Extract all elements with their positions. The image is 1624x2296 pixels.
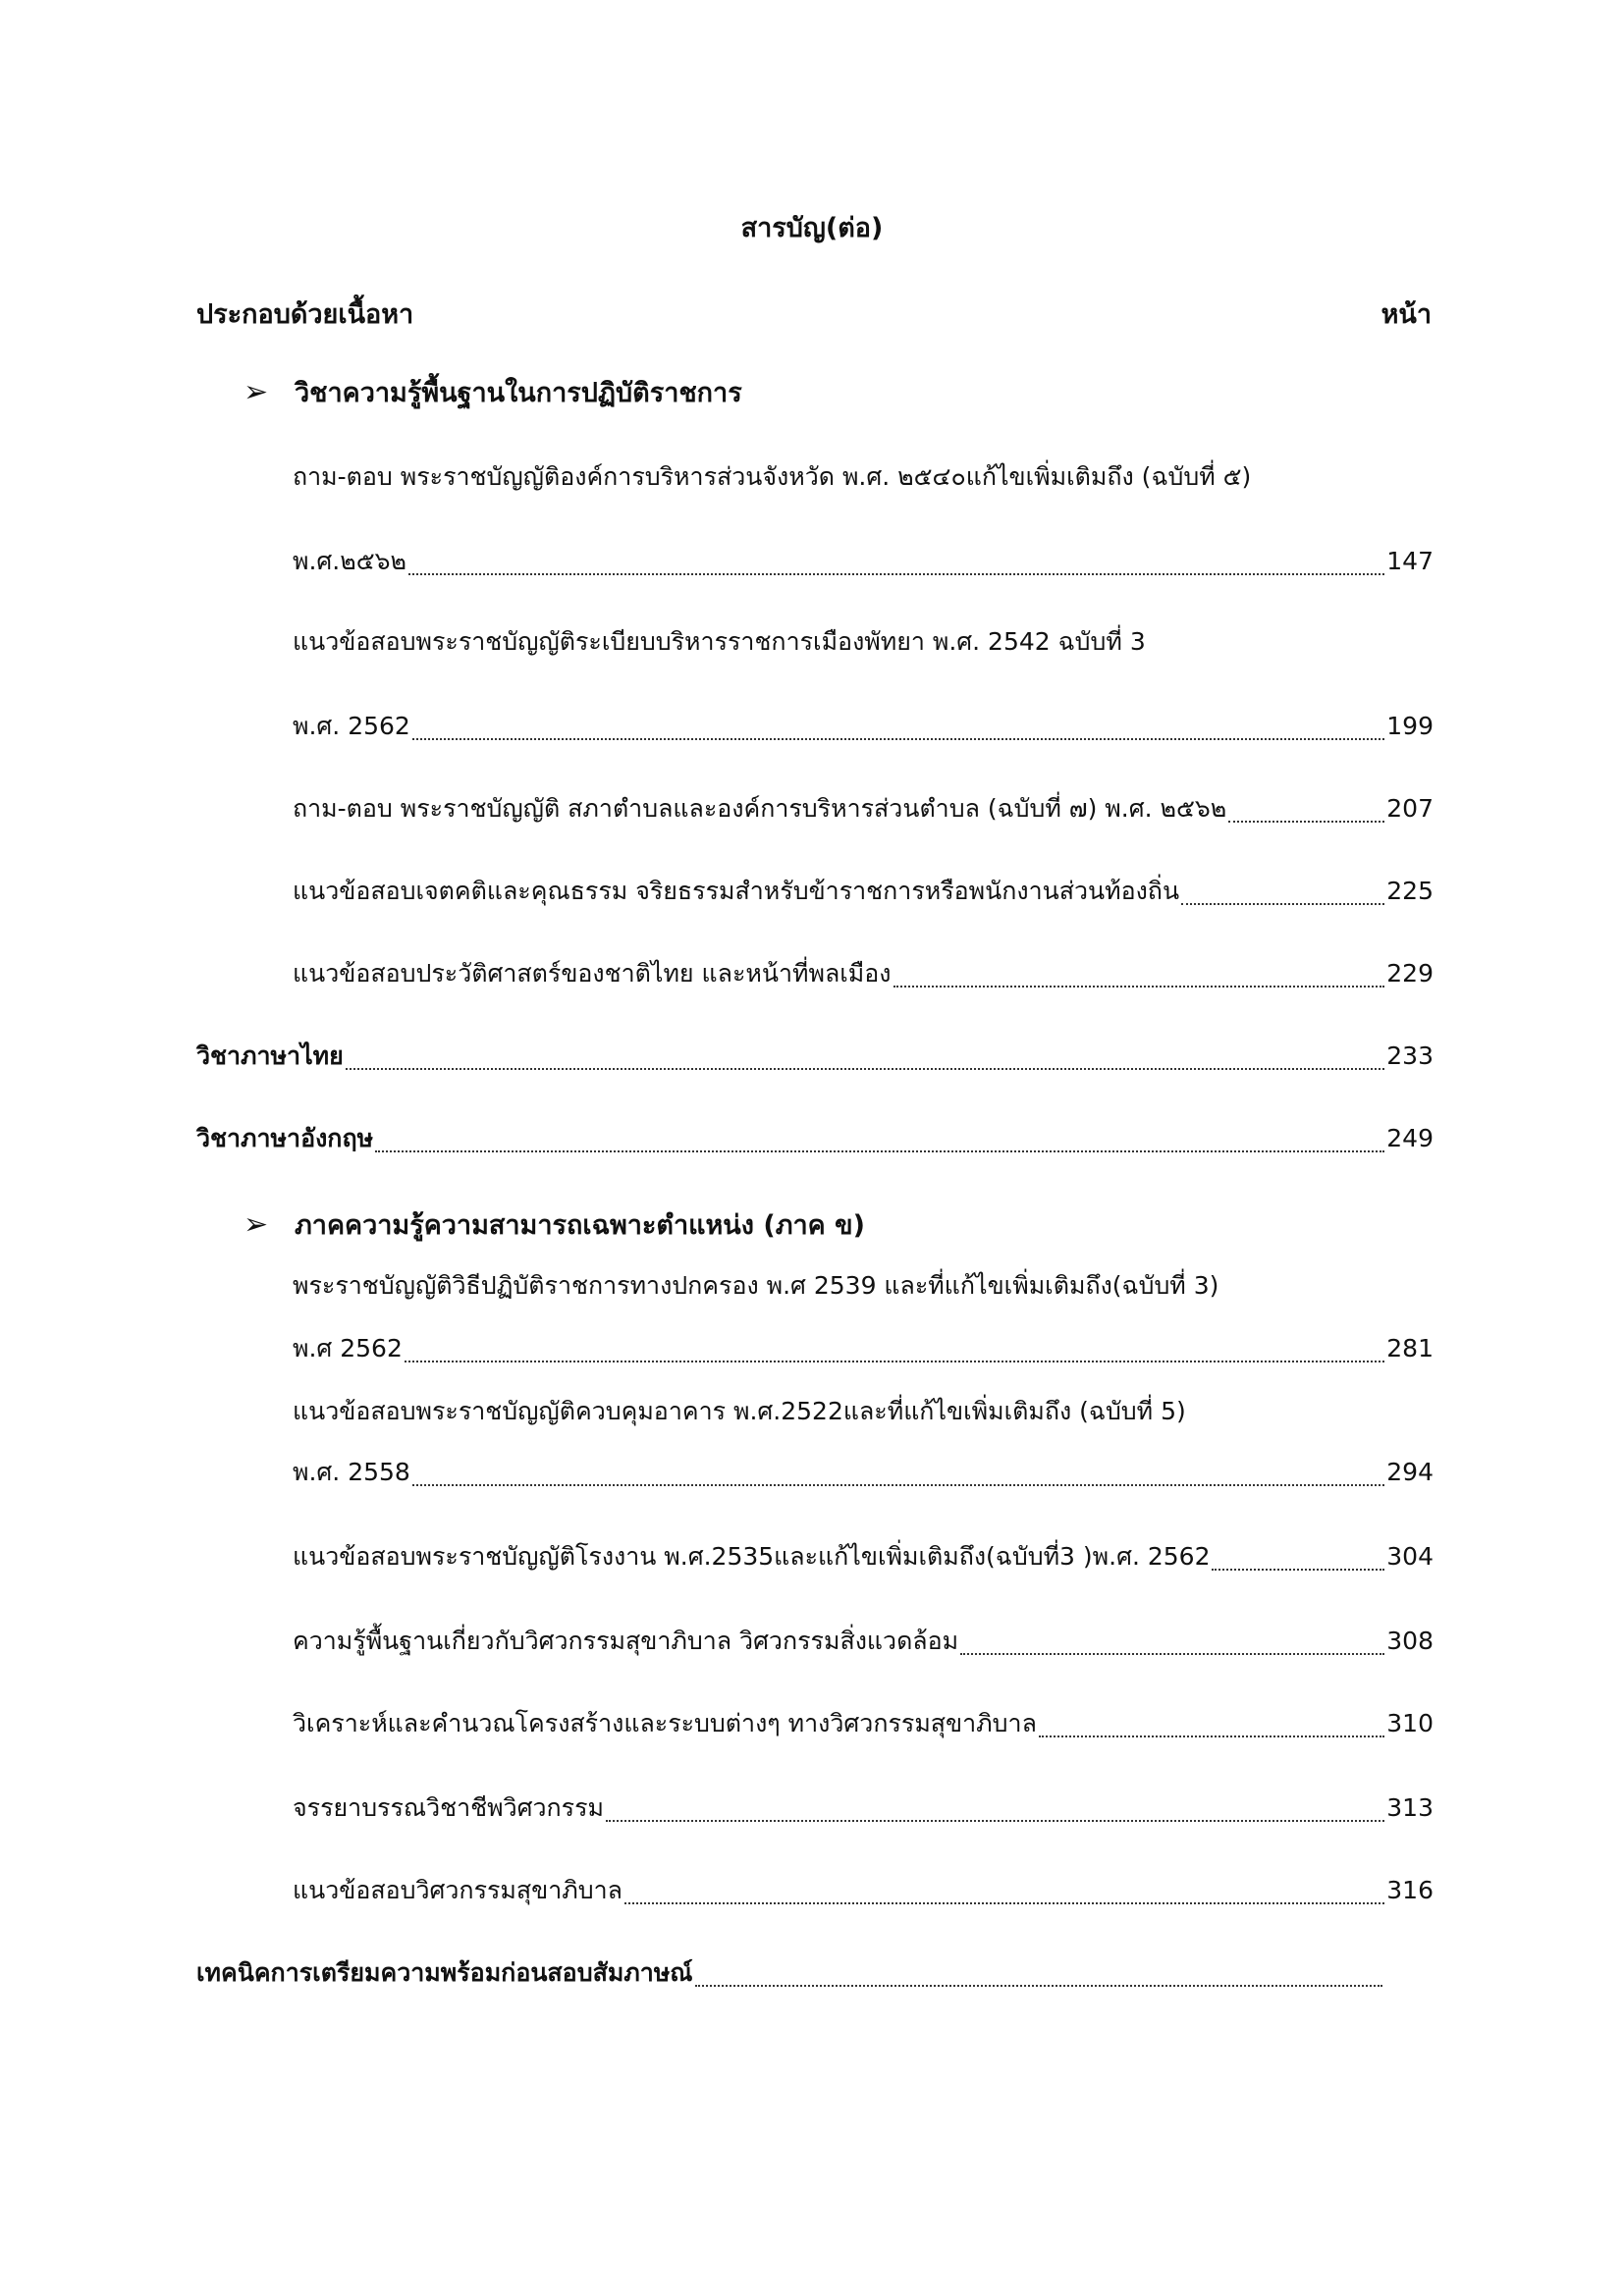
toc-main-entry xyxy=(196,1119,1434,1158)
dot-leader xyxy=(408,573,1384,575)
toc-page-number: 147 xyxy=(1386,547,1434,575)
toc-page-number: 249 xyxy=(1386,1124,1434,1152)
toc-entry xyxy=(293,542,1434,581)
toc-entry xyxy=(293,1622,1434,1661)
dot-leader xyxy=(346,1068,1385,1070)
toc-page-number: 294 xyxy=(1386,1458,1434,1486)
dot-leader xyxy=(893,986,1385,988)
dot-leader xyxy=(375,1150,1384,1152)
toc-entry-text: พ.ศ.๒๕๖๒ xyxy=(293,547,406,575)
toc-page-number: 313 xyxy=(1386,1793,1434,1822)
toc-page-number: 207 xyxy=(1386,794,1434,823)
dot-leader xyxy=(405,1361,1384,1362)
dot-leader xyxy=(606,1820,1384,1822)
toc-entry xyxy=(293,707,1434,746)
toc-entry xyxy=(293,789,1434,828)
dot-leader xyxy=(1181,903,1384,905)
toc-entry-text: วิชาภาษาอังกฤษ xyxy=(196,1124,374,1152)
toc-main-entry xyxy=(196,1037,1434,1076)
toc-entry-line: แนวข้อสอบพระราชบัญญัติระเบียบบริหารราชการเมืองพัทยา พ.ศ. 2542 ฉบับที่ 3 xyxy=(293,627,1146,656)
toc-page-number: 281 xyxy=(1386,1334,1434,1362)
dot-leader xyxy=(695,1985,1383,1987)
toc-page-number: 225 xyxy=(1386,877,1434,905)
section-heading xyxy=(244,371,742,413)
toc-page-number: 229 xyxy=(1386,959,1434,988)
toc-entry-text: พ.ศ. 2558 xyxy=(293,1458,410,1486)
toc-entry-text: พ.ศ. 2562 xyxy=(293,712,410,740)
section-title: วิชาความรู้พื้นฐานในการปฏิบัติราชการ xyxy=(295,378,742,408)
toc-entry-line: แนวข้อสอบพระราชบัญญัติควบคุมอาคาร พ.ศ.2522และที่แก้ไขเพิ่มเติมถึง (ฉบับที่ 5) xyxy=(293,1397,1186,1425)
toc-entry xyxy=(293,1329,1434,1368)
page-column-header: หน้า xyxy=(1380,299,1432,330)
toc-main-entry xyxy=(196,1953,1384,1993)
toc-page-number: 199 xyxy=(1386,712,1434,740)
toc-entry xyxy=(293,1453,1434,1492)
dot-leader xyxy=(1212,1569,1384,1571)
toc-entry-text: เทคนิคการเตรียมความพร้อมก่อนสอบสัมภาษณ์ xyxy=(196,1958,693,1987)
toc-entry-text: ความรู้พื้นฐานเกี่ยวกับวิศวกรรมสุขาภิบาล วิศวกรรมสิ่งแวดล้อม xyxy=(293,1627,959,1655)
section-heading xyxy=(244,1203,865,1246)
toc-entry xyxy=(293,954,1434,993)
toc-entry-text: แนวข้อสอบวิศวกรรมสุขาภิบาล xyxy=(293,1876,623,1904)
dot-leader xyxy=(412,1484,1384,1486)
dot-leader xyxy=(1039,1735,1384,1737)
arrow-bullet-icon: ➢ xyxy=(244,375,269,409)
toc-entry-line: ถาม-ตอบ พระราชบัญญัติองค์การบริหารส่วนจังหวัด พ.ศ. ๒๕๔๐แก้ไขเพิ่มเติมถึง (ฉบับที่ ๕) xyxy=(293,462,1252,491)
toc-entry-text: จรรยาบรรณวิชาชีพวิศวกรรม xyxy=(293,1793,605,1822)
toc-page-number: 310 xyxy=(1386,1709,1434,1737)
toc-entry-text: แนวข้อสอบประวัติศาสตร์ของชาติไทย และหน้าที่พลเมือง xyxy=(293,959,892,988)
dot-leader xyxy=(960,1653,1384,1655)
toc-entry-text: วิชาภาษาไทย xyxy=(196,1041,344,1070)
toc-entry xyxy=(293,1871,1434,1910)
toc-page-number: 233 xyxy=(1386,1041,1434,1070)
arrow-bullet-icon: ➢ xyxy=(244,1207,269,1242)
toc-page-number: 308 xyxy=(1386,1627,1434,1655)
dot-leader xyxy=(624,1902,1384,1904)
toc-entry-text: แนวข้อสอบเจตคติและคุณธรรม จริยธรรมสำหรับข้าราชการหรือพนักงานส่วนท้องถิ่น xyxy=(293,877,1180,905)
dot-leader xyxy=(412,738,1384,740)
toc-page-number: 316 xyxy=(1386,1876,1434,1904)
toc-entry xyxy=(293,1537,1434,1576)
content-column-header: ประกอบด้วยเนื้อหา xyxy=(196,299,414,330)
page-title: สารบัญ(ต่อ) xyxy=(740,213,884,243)
toc-entry xyxy=(293,1789,1434,1828)
toc-entry-text: ถาม-ตอบ พระราชบัญญัติ สภาตำบลและองค์การบริหารส่วนตำบล (ฉบับที่ ๗) พ.ศ. ๒๕๖๒ xyxy=(293,794,1227,823)
toc-entry-line: พระราชบัญญัติวิธีปฏิบัติราชการทางปกครอง พ.ศ 2539 และที่แก้ไขเพิ่มเติมถึง(ฉบับที่ 3) xyxy=(293,1271,1219,1300)
toc-entry-text: พ.ศ 2562 xyxy=(293,1334,403,1362)
toc-entry-text: วิเคราะห์และคำนวณโครงสร้างและระบบต่างๆ ทางวิศวกรรมสุขาภิบาล xyxy=(293,1709,1037,1737)
toc-entry-text: แนวข้อสอบพระราชบัญญัติโรงงาน พ.ศ.2535และแก้ไขเพิ่มเติมถึง(ฉบับที่3 )พ.ศ. 2562 xyxy=(293,1542,1211,1571)
section-title: ภาคความรู้ความสามารถเฉพาะตำแหน่ง (ภาค ข) xyxy=(295,1210,865,1241)
dot-leader xyxy=(1228,821,1384,823)
toc-entry xyxy=(293,1704,1434,1743)
toc-page-number: 304 xyxy=(1386,1542,1434,1571)
toc-entry xyxy=(293,872,1434,911)
